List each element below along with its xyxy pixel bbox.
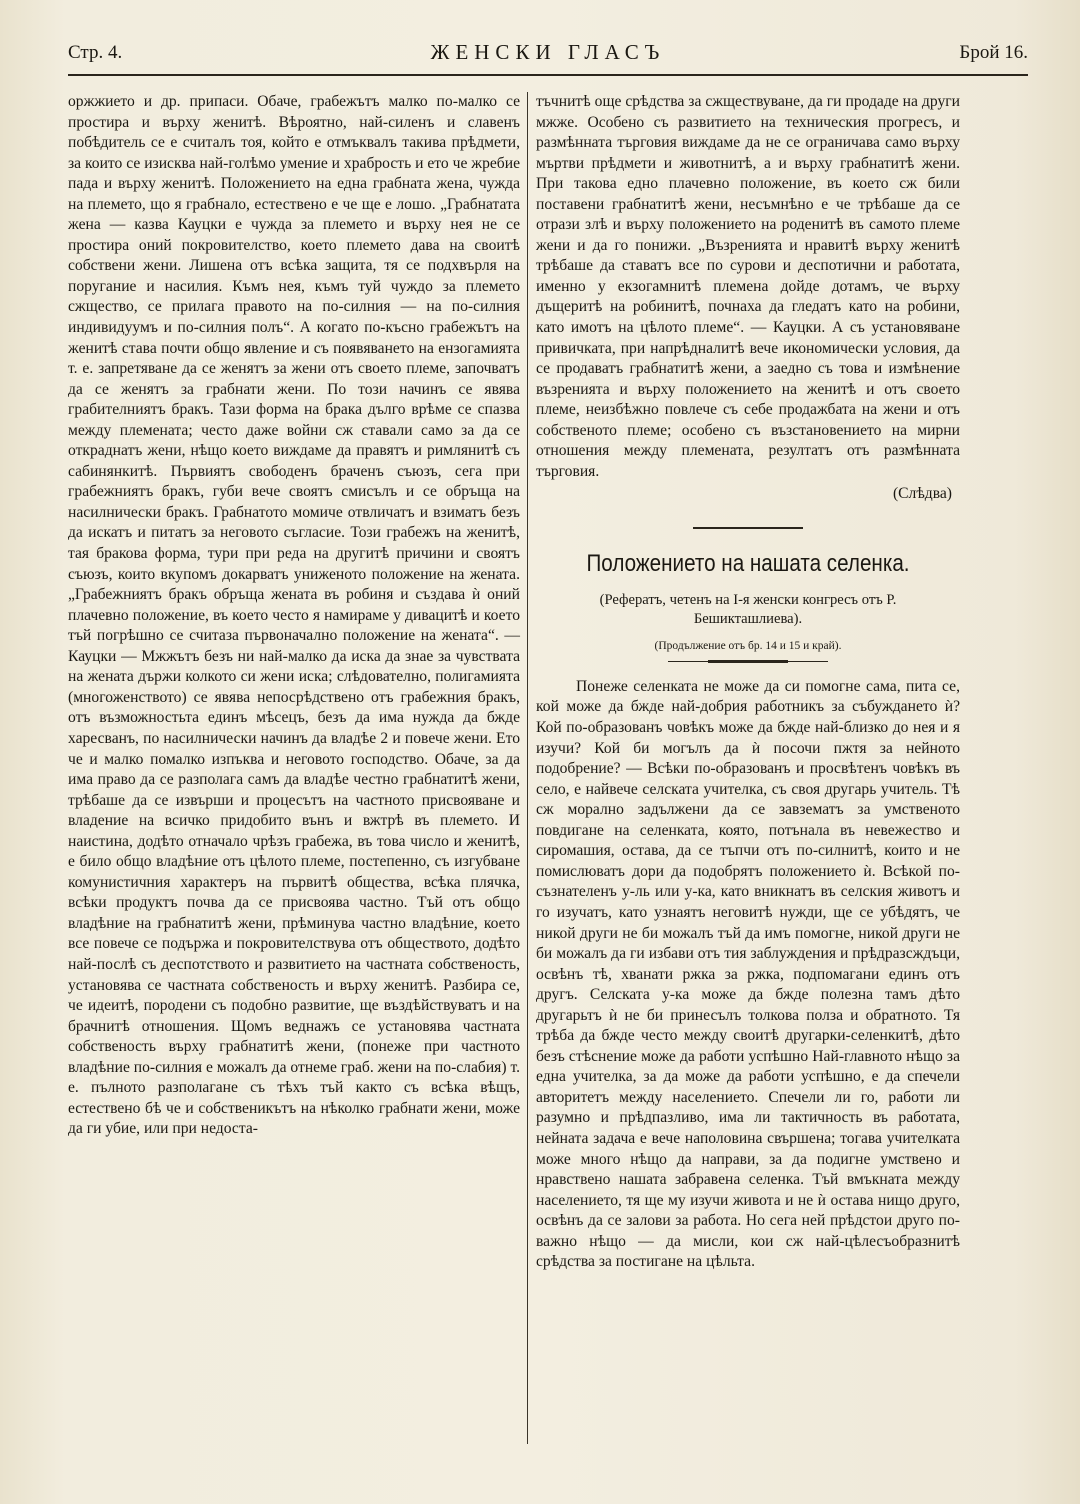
article-title: Положението на нашата селенка.: [586, 549, 910, 577]
column-divider: [527, 92, 528, 1444]
article-ornament-rule: [708, 660, 788, 663]
article-subtitle: (Рефератъ, четенъ на I-я женски конгресъ отъ Р. Бешикташлиева).: [599, 591, 897, 627]
left-column: [68, 92, 520, 1140]
to-be-continued-note: (Слѣдва): [892, 485, 952, 503]
section-rule: [693, 527, 803, 529]
page-header: [68, 38, 1028, 76]
left-column-text: оржжието и др. припаси. Обаче, грабежътъ малко по-малко се простира и върху женитѣ. Вѣроятно, най-силенъ и славенъ побѣдитель се е считалъ тоя, който е отмъквалъ такива прѣдмети, за които се изисква най-голѣмо умение и храбрость и ето че жребие пада и върху женитѣ. Положението на една грабната жена, чужда на племето, що я грабнало, естествено е че ще е лошо. „Грабнатата жена — казва Кауцки е чужда за племето и върху нея не се простира оний покровителство, което племето дава на своитѣ собствени жени. Лишена отъ всѣка защита, тя се подхвърля на поругание и насилия. Къмъ нея, къмъ туй чуждо за племето сжщество, се прилага правото на по-силния — на по-силния индивидуумъ и по-силния полъ“. А когато по-късно грабежътъ на женитѣ става почти общо явление и съ появяването на ензогамията т. е. запретяване да се женятъ за жени отъ своето племе, започватъ да се женятъ за грабнати жени. По този начинъ се явява грабителниятъ бракъ. Тази форма на брака дълго врѣме се спазва между племената; често даже войни сж ставали само за да се откраднатъ жени, нѣщо което виждаме да правятъ и римлянитѣ съ сабинянкитѣ. Първиятъ свободенъ браченъ съюзъ, сега при грабежниятъ бракъ, губи вече своятъ смисълъ и се обръща на насилнически бракъ. Грабнатото момиче отвличатъ и взиматъ безъ да искатъ и питатъ за неговото съгласие. Този грабежъ на женитѣ, тая бракова форма, тури при реда на другитѣ причини и своятъ съюзъ, които вкупомъ докарватъ униженото положение на жената. „Грабежниятъ бракъ обръща жената въ робиня и създава ѝ оний плачевно положение, въ което често я намираме у дивацитѣ и което тъй погрѣшно се считаза първоначално положение на жената“. — Кауцки — Мжжътъ безъ ни най-малко да иска да знае за чувствата на жената държи колкото си жени иска; слѣдователно, полигамията (многоженството) се явява непосрѣдствено отъ грабежния бракъ, отъ възможностьта единъ мѣсецъ, безъ да има нужда да бжде харесванъ, по насилнически начинъ да владѣе 2 и повече жени. Ето че и малко помалко изпъква и неговото господство. Обаче, за да има право да се разполага самъ да владѣе честно грабнатитѣ жени, трѣбаше да се извърши и процесътъ на частното присвояване и владение на всичко придобито вънъ и вжтрѣ въ племето. И наистина, додѣто отначало чрѣзъ грабежа, въ това число и женитѣ, е било общо владѣние отъ цѣлото племе, постепенно, съ изгубване комунистичния характеръ на първитѣ общества, всѣка плячка, всѣки продуктъ почва да се присвоява частно. Тъй отъ общо владѣние на грабнатитѣ жени, прѣминува частно владѣние, което все повече се подържа и покровителствува отъ обществото, додѣто най-послѣ съ деспотството и развитието на частната собственость, установява се частната собственость и върху женитѣ. Разбира се, че идеитѣ, породени съ подобно развитие, ще въздѣйствуватъ и на брачнитѣ отношения. Щомъ веднажъ се установява частната собственость върху грабнатитѣ жени, (понеже при частното владѣние по-силния е можалъ да отнеме граб. жени на по-слабия) т. е. пълното разполагане съ тѣхъ тъй както съ всѣка вѣщъ, естествено бѣ че и собственикътъ на нѣколко грабнати жени, може да ги убие, или при недоста-: [68, 93, 520, 1138]
article-body: Понеже селенката не може да си помогне сама, пита се, кой може да бжде най-добрия работникъ за събуждането ѝ? Кой по-образованъ човѣкъ може да бжде най-близко до нея и я изучи? Кой би могълъ да ѝ посочи пжтя за нейното подобрение? — Всѣки по-образованъ и просвѣтенъ човѣкъ въ село, е найвече селската учителка, съ своя другарь учитель. Тѣ сж морално задължени да се завзематъ за умственото повдигане на селенката, която, потънала въ невежество и сиромашия, остава, да се тъпчи отъ по-силнитѣ, които и не помислюватъ дори да подобрятъ положението ѝ. Всѣкой по-съзнателенъ у-ль или у-ка, като вникнатъ въ селския животъ и го изучатъ, като узнаятъ неговитѣ нужди, ще се убѣдятъ, че никой други не би можалъ тъй да имъ помогне, никой други не би можалъ да ги избави отъ тия заблуждения и прѣдразсждъци, освѣнъ тѣ, хванати ржка за ржка, подпомагани единъ отъ другъ. Селската у-ка може да бжде полезна тамъ дѣто другарьтъ ѝ не би принесълъ толкова полза и обратното. Тя трѣба да бжде често между своитѣ другарки-селенкитѣ, дѣто безъ стѣснение може да работи успѣшно Най-главното нѣщо за една учителка, за да може да работи успѣшно, е да спечели авторитетъ между населението. Спечели ли го, работи ли разумно и прѣдпазливо, има ли тактичность въ работата, нейната задача е вече наполовина свършена; тогава учителката може много нѣщо да направи, за да подигне умствено и нравствено нашата забравена селенка. Тъй вмъкната между населението, тя ще му изучи живота и не ѝ остава нищо друго, освѣнъ да се залови за работа. Но сега ней прѣдстои друго по-важно нѣщо — да мисли, кои сж най-цѣлесъобразнитѣ срѣдства за постигане на цѣльта.: [536, 677, 960, 1271]
page-number: Стр. 4.: [68, 42, 123, 63]
continued-article-text: тъчнитѣ още срѣдства за сжществуване, да ги продаде на други мжже. Особено съ развитието на техническия прогресъ, и размѣнната търговия виждаме да не се ограничава само върху мъртви прѣдмети и животнитѣ, а и върху грабнатитѣ жени. При такова едно плачевно положение, въ което сж били поставени грабнатитѣ жени, несъмнѣно е че трѣбаше да се отрази злѣ и върху положението на роденитѣ въ самото племе жени и да го понижи. „Възренията и нравитѣ върху женитѣ трѣбаше да ставатъ все по сурови и деспотични и работата, именно у екзогамнитѣ племена дойде дотамъ, че върху дъщеритѣ на робинитѣ, почнаха да гледатъ като на робини, като имотъ на цѣлото племе“. — Кауцки. А съ установяване привичката, при напрѣдналитѣ вече икономически условия, да се продаватъ грабнатитѣ жени, а заедно съ това и измѣнение възренията и върху положението на женитѣ и отъ своето племе, неизбѣжно повлече съ себе продажбата на жени и отъ собственото племе; особено съ възстановението на мирни отношения между племената, резултатъ отъ размѣнната търговия.: [536, 93, 960, 480]
article-continued-note: (Продължение отъ бр. 14 и 15 и край).: [654, 639, 842, 652]
issue-number: Брой 16.: [959, 42, 1028, 63]
right-column: [536, 92, 960, 1273]
newspaper-title: ЖЕНСКИ ГЛАСЪ: [430, 40, 666, 64]
